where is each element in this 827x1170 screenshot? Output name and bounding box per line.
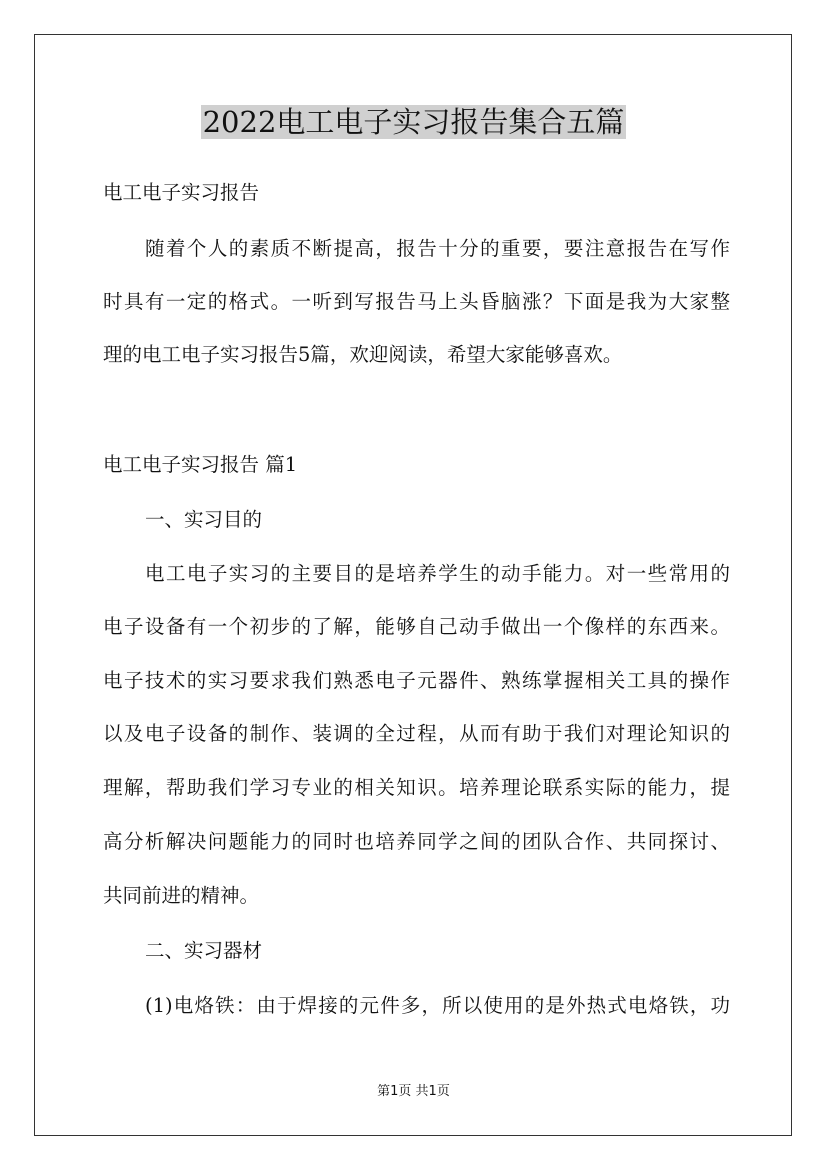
section1-line-1: 电工电子实习的主要目的是培养学生的动手能力。对一些常用的 — [145, 562, 730, 585]
intro-line-2: 时具有一定的格式。一听到写报告马上头昏脑涨？下面是我为大家整 — [103, 290, 730, 313]
intro-line-1: 随着个人的素质不断提高，报告十分的重要，要注意报告在写作 — [145, 237, 730, 260]
intro-line-3: 理的电工电子实习报告5篇，欢迎阅读，希望大家能够喜欢。 — [103, 343, 623, 366]
section1-line-4: 以及电子设备的制作、装调的全过程，从而有助于我们对理论知识的 — [103, 722, 730, 745]
document-title: 2022电工电子实习报告集合五篇 — [202, 105, 625, 139]
section2-heading: 二、实习器材 — [145, 939, 263, 962]
section1-heading: 一、实习目的 — [145, 508, 263, 531]
section1-line-3: 电子技术的实习要求我们熟悉电子元器件、熟练掌握相关工具的操作 — [103, 669, 730, 692]
section1-line-6: 高分析解决问题能力的同时也培养同学之间的团队合作、共同探讨、 — [103, 830, 730, 853]
document-heading: 电工电子实习报告 — [103, 181, 260, 204]
article-heading: 电工电子实习报告 篇1 — [103, 453, 298, 476]
page-footer: 第1页 共1页 — [377, 1084, 450, 1099]
section1-line-7: 共同前进的精神。 — [103, 884, 260, 907]
section1-line-5: 理解，帮助我们学习专业的相关知识。培养理论联系实际的能力，提 — [103, 776, 730, 799]
section2-line-1: (1)电烙铁：由于焊接的元件多，所以使用的是外热式电烙铁，功 — [145, 994, 730, 1017]
section1-line-2: 电子设备有一个初步的了解，能够自己动手做出一个像样的东西来。 — [103, 615, 730, 638]
